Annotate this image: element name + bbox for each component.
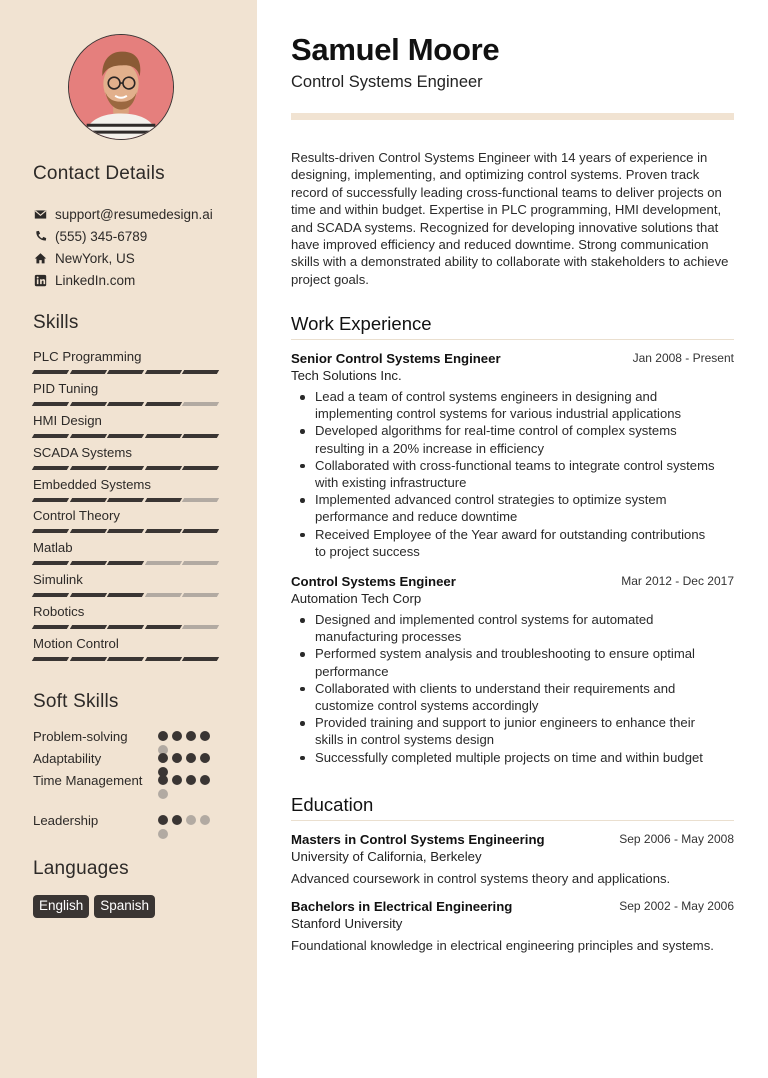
skill-name: Motion Control [33, 636, 119, 652]
contact-email-text: support@resumedesign.ai [55, 206, 213, 222]
skill-level-segment [69, 561, 106, 565]
skill-level-segment [145, 402, 182, 406]
skill-level-segment [182, 498, 219, 502]
skill-level-segment [145, 529, 182, 533]
skill-level-segment [69, 466, 106, 470]
profile-photo-icon [69, 35, 173, 139]
skill-level-segment [69, 657, 106, 661]
education-description: Foundational knowledge in electrical engineering principles and systems. [291, 938, 714, 953]
skill-level-segment [69, 402, 106, 406]
person-name: Samuel Moore [291, 32, 500, 67]
skill-item [33, 635, 223, 667]
skill-level-segment [107, 370, 144, 374]
school-name: Stanford University [291, 916, 403, 931]
skill-name: SCADA Systems [33, 444, 132, 460]
skill-level-segment [69, 529, 106, 533]
skill-level-segment [32, 593, 69, 597]
soft-skill-name: Problem-solving [33, 729, 128, 744]
skill-level-segment [107, 561, 144, 565]
job-bullet: Collaborated with clients to understand their requirements and customize control systems accordingly [315, 680, 717, 714]
job-entry [291, 573, 734, 766]
job-entry [291, 350, 734, 560]
soft-skill-name: Adaptability [33, 751, 102, 766]
soft-skill-item [33, 812, 223, 842]
contact-email[interactable] [33, 203, 243, 225]
skill-level-bar [33, 434, 223, 438]
skill-level-bar [33, 561, 223, 565]
job-bullet: Designed and implemented control systems for automated manufacturing processes [315, 611, 717, 645]
work-heading: Work Experience [291, 313, 432, 334]
contact-location [33, 247, 243, 269]
soft-skill-item [33, 750, 223, 772]
skill-level-segment [107, 657, 144, 661]
skill-name: Embedded Systems [33, 476, 152, 492]
job-bullet: Collaborated with cross-functional teams to integrate control systems with existing infrastructure [315, 457, 717, 491]
contact-phone-text: (555) 345-6789 [55, 228, 148, 244]
skill-name: Simulink [33, 572, 83, 588]
skill-item [33, 348, 223, 380]
school-name: University of California, Berkeley [291, 849, 482, 864]
job-bullets [291, 388, 734, 560]
rating-dot [200, 753, 210, 763]
skill-level-segment [32, 466, 69, 470]
envelope-icon [33, 207, 47, 221]
job-company: Tech Solutions Inc. [291, 368, 402, 383]
skill-item [33, 476, 223, 508]
skill-level-bar [33, 657, 223, 661]
language-tag: English [33, 895, 89, 918]
degree-title: Masters in Control Systems Engineering [291, 832, 545, 847]
skill-level-segment [32, 370, 69, 374]
degree-title: Bachelors in Electrical Engineering [291, 899, 513, 914]
skill-level-segment [145, 370, 182, 374]
skill-level-segment [182, 402, 219, 406]
skill-level-segment [32, 657, 69, 661]
rating-dot [186, 753, 196, 763]
rating-dot [200, 775, 210, 785]
skill-level-segment [145, 657, 182, 661]
job-title: Control Systems Engineer [291, 574, 456, 589]
soft-skill-rating [158, 815, 214, 839]
rating-dot [158, 829, 168, 839]
education-dates: Sep 2006 - May 2008 [619, 832, 734, 846]
job-bullet: Implemented advanced control strategies to optimize system performance and reduce downtime [315, 491, 717, 525]
skill-level-segment [107, 593, 144, 597]
skill-level-segment [32, 529, 69, 533]
skill-level-segment [107, 625, 144, 629]
skill-name: PLC Programming [33, 349, 142, 364]
contact-list [33, 203, 243, 291]
skill-level-segment [69, 498, 106, 502]
phone-icon [33, 229, 47, 243]
skill-level-segment [69, 370, 106, 374]
skill-item [33, 603, 223, 635]
skill-level-bar [33, 466, 223, 470]
soft-skills-heading: Soft Skills [33, 691, 119, 712]
rating-dot [172, 775, 182, 785]
linkedin-icon [33, 273, 47, 287]
rating-dot [186, 815, 196, 825]
education-divider [291, 820, 734, 821]
skill-level-segment [69, 434, 106, 438]
skill-level-bar [33, 625, 223, 629]
rating-dot [172, 753, 182, 763]
rating-dot [158, 815, 168, 825]
rating-dot [158, 775, 168, 785]
skills-list [33, 348, 223, 667]
skill-level-segment [182, 370, 219, 374]
rating-dot [186, 775, 196, 785]
soft-skill-name: Time Management [33, 773, 143, 788]
skill-level-segment [69, 625, 106, 629]
skill-level-segment [32, 434, 69, 438]
job-bullet: Successfully completed multiple projects on time and within budget [315, 749, 717, 766]
skill-name: Control Theory [33, 508, 120, 524]
rating-dot [172, 731, 182, 741]
education-entry [291, 898, 734, 954]
skill-level-segment [107, 466, 144, 470]
education-description: Advanced coursework in control systems theory and applications. [291, 871, 671, 886]
header-divider [291, 113, 734, 120]
home-icon [33, 251, 47, 265]
skill-level-segment [107, 434, 144, 438]
education-heading: Education [291, 794, 374, 815]
contact-phone[interactable] [33, 225, 243, 247]
skill-item [33, 507, 223, 539]
languages-heading: Languages [33, 858, 129, 879]
skill-level-segment [182, 466, 219, 470]
skill-item [33, 412, 223, 444]
job-bullets [291, 611, 734, 766]
job-title: Senior Control Systems Engineer [291, 351, 501, 366]
skill-level-bar [33, 370, 223, 374]
skill-level-segment [182, 593, 219, 597]
skill-level-segment [107, 402, 144, 406]
rating-dot [158, 789, 168, 799]
rating-dot [158, 731, 168, 741]
skill-name: PID Tuning [33, 380, 99, 396]
contact-location-text: NewYork, US [55, 250, 135, 266]
job-bullet: Received Employee of the Year award for outstanding contributions to project success [315, 526, 717, 560]
skill-level-segment [182, 657, 219, 661]
sidebar [0, 0, 257, 1078]
skill-level-segment [145, 498, 182, 502]
skill-level-segment [145, 561, 182, 565]
job-bullet: Lead a team of control systems engineers in designing and implementing control systems for various industrial applications [315, 388, 717, 422]
contact-linkedin[interactable] [33, 269, 243, 291]
languages-list [33, 895, 155, 918]
education-dates: Sep 2002 - May 2006 [619, 899, 734, 913]
skill-level-bar [33, 593, 223, 597]
skill-level-segment [145, 625, 182, 629]
contact-linkedin-text: LinkedIn.com [55, 272, 136, 288]
summary: Results-driven Control Systems Engineer with 14 years of experience in designing, implementing, and optimizing control systems. Proven track record of successfully leading cross-functional teams to deliver projects on time and within budget. Expertise in PLC programming, HMI development, and SCADA systems. Recognized for developing innovative solutions that have improved efficiency and reduced downtime. Strong communication skills with a demonstrated ability to collaborate with stakeholders to achieve project goals. [291, 150, 729, 287]
skill-level-segment [32, 498, 69, 502]
soft-skill-item [33, 772, 223, 812]
avatar [68, 34, 174, 140]
skill-level-segment [145, 466, 182, 470]
job-bullet: Performed system analysis and troubleshooting to ensure optimal performance [315, 645, 717, 679]
soft-skill-rating [158, 775, 214, 799]
skill-level-segment [182, 625, 219, 629]
skill-level-bar [33, 402, 223, 406]
skill-level-bar [33, 529, 223, 533]
skill-level-segment [182, 434, 219, 438]
language-tag: Spanish [94, 895, 155, 918]
skill-level-bar [33, 498, 223, 502]
skill-item [33, 539, 223, 571]
skills-heading: Skills [33, 312, 79, 333]
skill-level-segment [32, 625, 69, 629]
skill-item [33, 444, 223, 476]
rating-dot [186, 731, 196, 741]
person-title: Control Systems Engineer [291, 73, 483, 91]
skill-level-segment [145, 593, 182, 597]
skill-level-segment [182, 529, 219, 533]
skill-level-segment [32, 561, 69, 565]
job-bullet: Developed algorithms for real-time control of complex systems resulting in a 20% increase in efficiency [315, 422, 717, 456]
rating-dot [158, 753, 168, 763]
skill-name: HMI Design [33, 412, 102, 428]
work-divider [291, 339, 734, 340]
rating-dot [172, 815, 182, 825]
skill-level-segment [69, 593, 106, 597]
skill-level-segment [32, 402, 69, 406]
skill-level-segment [145, 434, 182, 438]
soft-skill-item [33, 728, 223, 750]
job-dates: Mar 2012 - Dec 2017 [621, 574, 734, 588]
rating-dot [200, 815, 210, 825]
skill-item [33, 571, 223, 603]
job-dates: Jan 2008 - Present [632, 351, 734, 365]
skill-level-segment [182, 561, 219, 565]
soft-skills-list [33, 728, 223, 842]
job-company: Automation Tech Corp [291, 591, 422, 606]
soft-skill-name: Leadership [33, 813, 99, 828]
contact-heading: Contact Details [33, 163, 165, 184]
skill-level-segment [107, 529, 144, 533]
skill-item [33, 380, 223, 412]
education-entry [291, 831, 734, 887]
job-bullet: Provided training and support to junior engineers to enhance their skills in control systems design [315, 714, 717, 748]
skill-level-segment [107, 498, 144, 502]
skill-name: Matlab [33, 540, 73, 556]
rating-dot [200, 731, 210, 741]
skill-name: Robotics [33, 604, 85, 620]
